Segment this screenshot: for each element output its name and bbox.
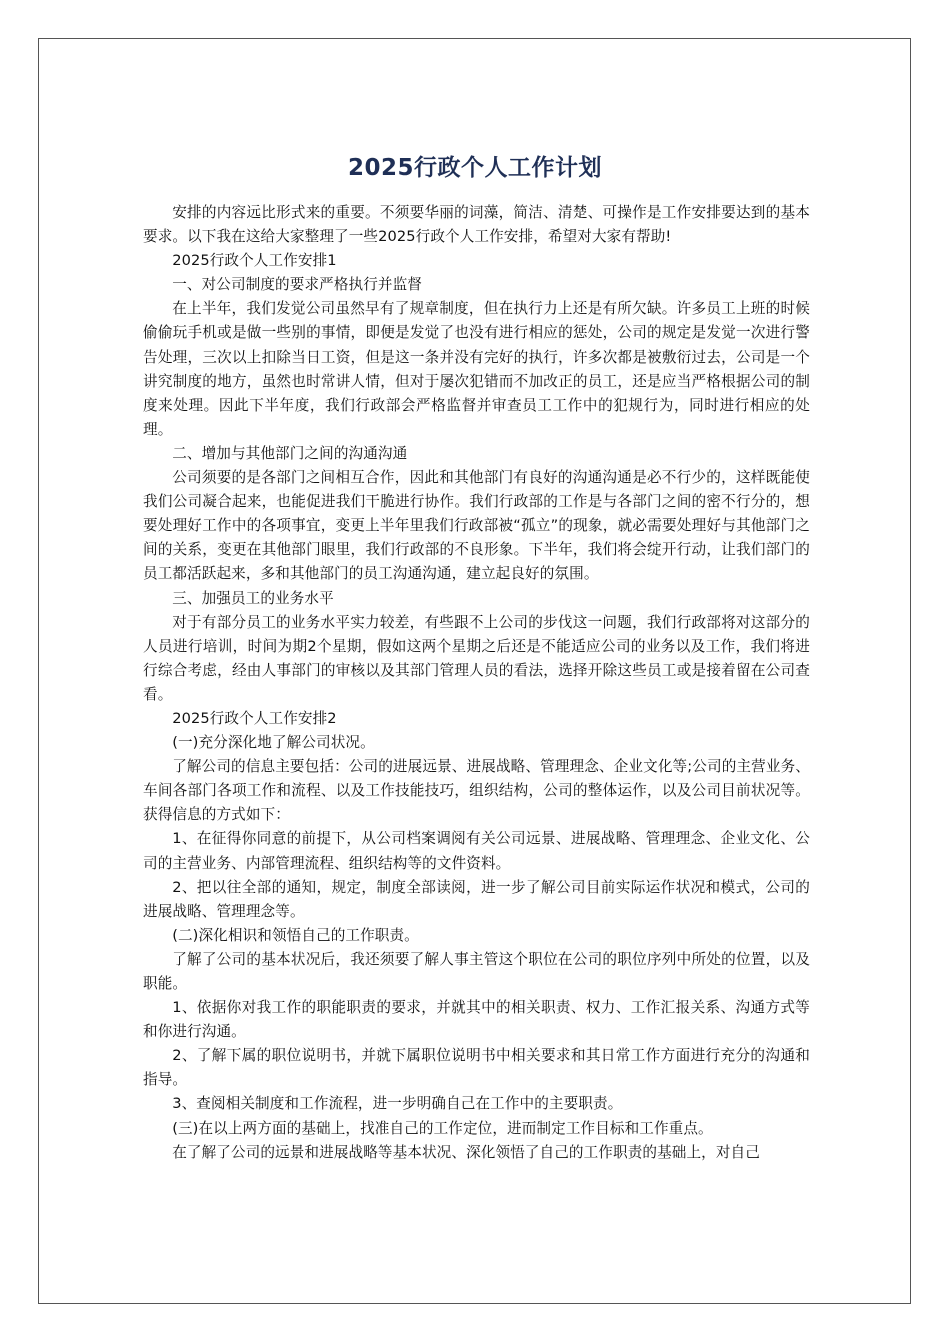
intro-paragraph: 安排的内容远比形式来的重要。不须要华丽的词藻，简洁、清楚、可操作是工作安排要达到的基本要求。以下我在这给大家整理了一些2025行政个人工作安排，希望对大家有帮助!: [143, 204, 810, 246]
list-item: 2、了解下属的职位说明书，并就下属职位说明书中相关要求和其日常工作方面进行充分的沟通和指导。: [143, 1047, 810, 1089]
list-item: 1、依据你对我工作的职能职责的要求，并就其中的相关职责、权力、工作汇报关系、沟通方式等和你进行沟通。: [143, 999, 810, 1041]
subheading-2-3: (三)在以上两方面的基础上，找准自己的工作定位，进而制定工作目标和工作重点。: [172, 1119, 713, 1137]
list-item: 1、在征得你同意的前提下，从公司档案调阅有关公司远景、进展战略、管理理念、企业文化、公司的主营业务、内部管理流程、组织结构等的文件资料。: [143, 830, 810, 872]
subheading-1-3: 三、加强员工的业务水平: [172, 589, 334, 607]
body-paragraph: 在了解了公司的远景和进展战略等基本状况、深化领悟了自己的工作职责的基础上，对自己: [172, 1143, 760, 1161]
list-item: 2、把以往全部的通知，规定，制度全部读阅，进一步了解公司目前实际运作状况和模式，公司的进展战略、管理理念等。: [143, 878, 810, 920]
body-paragraph: 对于有部分员工的业务水平实力较差，有些跟不上公司的步伐这一问题，我们行政部将对这部分的人员进行培训，时间为期2个星期，假如这两个星期之后还是不能适应公司的业务以及工作，我们将进行综合考虑，经由人事部门的审核以及其部门管理人员的看法，选择开除这些员工或是接着留在公司查看。: [143, 613, 810, 703]
subheading-1-2: 二、增加与其他部门之间的沟通沟通: [172, 444, 408, 462]
subheading-2-1: (一)充分深化地了解公司状况。: [172, 734, 375, 752]
subheading-1-1: 一、对公司制度的要求严格执行并监督: [172, 276, 422, 294]
body-paragraph: 在上半年，我们发觉公司虽然早有了规章制度，但在执行力上还是有所欠缺。许多员工上班的时候偷偷玩手机或是做一些别的事情，即便是发觉了也没有进行相应的惩处，公司的规定是发觉一次进行警告处理，三次以上扣除当日工资，但是这一条并没有完好的执行，许多次都是被敷衍过去，公司是一个讲究制度的地方，虽然也时常讲人情，但对于屡次犯错而不加改正的员工，还是应当严格根据公司的制度来处理。因此下半年度，我们行政部会严格监督并审查员工工作中的犯规行为，同时进行相应的处理。: [143, 300, 810, 438]
list-item: 3、查阅相关制度和工作流程，进一步明确自己在工作中的主要职责。: [172, 1095, 623, 1113]
document-body: [143, 201, 810, 1165]
body-paragraph: 公司须要的是各部门之间相互合作，因此和其他部门有良好的沟通沟通是必不行少的，这样既能使我们公司凝合起来，也能促进我们干脆进行协作。我们行政部的工作是与各部门之间的密不行分的，想要处理好工作中的各项事宜，变更上半年里我们行政部被“孤立”的现象，就必需要处理好与其他部门之间的关系，变更在其他部门眼里，我们行政部的不良形象。下半年，我们将会绽开行动，让我们部门的员工都活跃起来，多和其他部门的员工沟通沟通，建立起良好的氛围。: [143, 469, 810, 583]
section-heading-plan-1: 2025行政个人工作安排1: [172, 252, 337, 270]
subheading-2-2: (二)深化相识和领悟自己的工作职责。: [172, 926, 419, 944]
section-heading-plan-2: 2025行政个人工作安排2: [172, 709, 337, 727]
body-paragraph: 了解公司的信息主要包括：公司的进展远景、进展战略、管理理念、企业文化等;公司的主营业务、车间各部门各项工作和流程、以及工作技能技巧，组织结构，公司的整体运作，以及公司目前状况等。获得信息的方式如下：: [143, 758, 810, 824]
body-paragraph: 了解了公司的基本状况后，我还须要了解人事主管这个职位在公司的职位序列中所处的位置，以及职能。: [143, 950, 810, 992]
document-title: 2025行政个人工作计划: [347, 155, 602, 182]
